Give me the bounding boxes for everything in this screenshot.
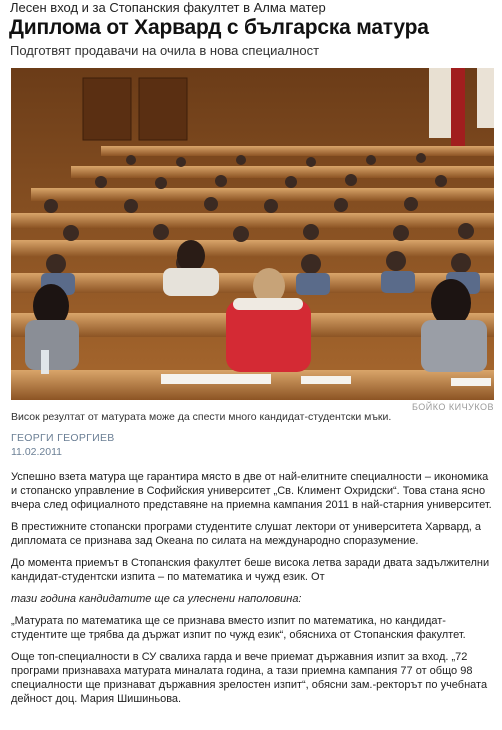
article-photo: [11, 68, 494, 400]
article-body: [11, 470, 495, 714]
article-paragraph: „Матурата по математика ще се признава вместо изпит по математика, но кандидат-студентите ще трябва да държат изпит по чужд език“, обясниха от Стопанския факултет.: [11, 615, 466, 641]
photo-credit: БОЙКО КИЧУКОВ: [412, 402, 494, 412]
article-headline: Диплома от Харвард с българска матура: [9, 16, 429, 39]
photo-caption: Висок резултат от матурата може да спести много кандидат-студентски мъки.: [11, 411, 392, 423]
article-paragraph: До момента приемът в Стопанския факултет беше висока летва заради двата задължителни кандидат-студентски изпита – по математика и чужд език. От: [11, 557, 490, 583]
article-subheadline: Подготвят продавачи на очила в нова специалност: [10, 43, 320, 58]
article-date: 11.02.2011: [11, 446, 62, 458]
article-paragraph: В престижните стопански програми студентите слушат лектори от университета Харвард, а дипломата се признава зад Океана по силата на международно споразумение.: [11, 521, 482, 547]
article-kicker: Лесен вход и за Стопанския факултет в Алма матер: [10, 0, 326, 15]
article-paragraph: Още топ-специалности в СУ свалиха гарда и вече приемат държавния изпит за вход. „72 програми признаваха матурата миналата година, а тази приемна кампания 77 от общо 98 специалности ще признават държавния зрелостен изпит“, обясни зам.-ректорът по учебната дейност доц. Мария Шишиньова.: [11, 651, 488, 705]
article-paragraph-emphasis: тази година кандидатите ще са улеснени наполовина:: [11, 593, 302, 605]
lecture-hall-photo: [11, 68, 494, 400]
article-paragraph: Успешно взета матура ще гарантира място в две от най-елитните специалности – икономика и стопанско управление в Софийския университет „Св. Климент Охридски“. Това стана ясно вчера след официалното представяне на приемна кампания 2011 в най-старния университет.: [11, 471, 492, 511]
article-author: ГЕОРГИ ГЕОРГИЕВ: [11, 432, 115, 444]
